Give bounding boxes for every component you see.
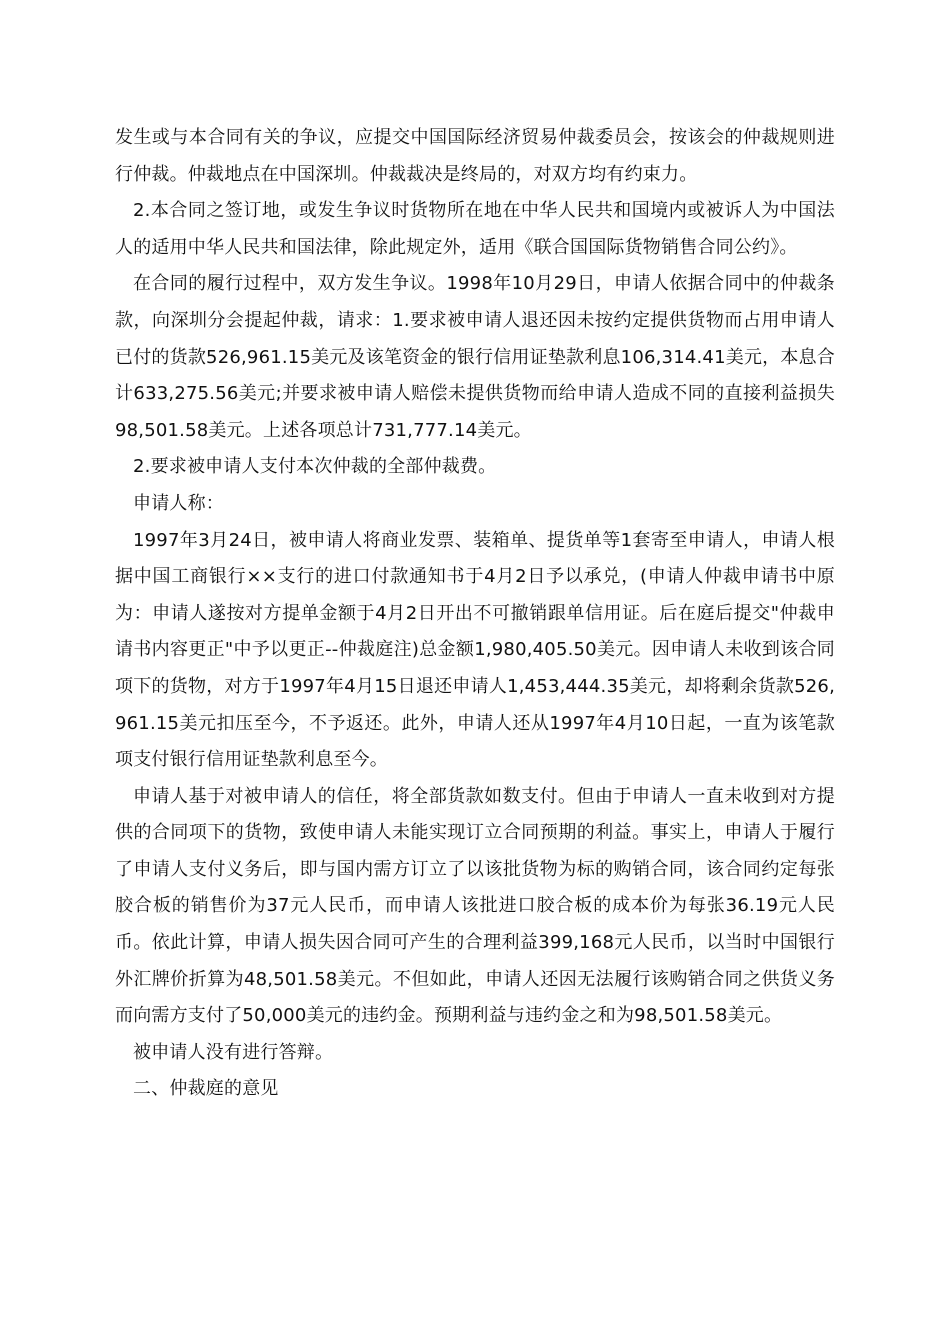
paragraph-no-defense: 被申请人没有进行答辩。 — [133, 1041, 334, 1063]
paragraph-continuation: 发生或与本合同有关的争议，应提交中国国际经济贸易仲裁委员会，按该会的仲裁规则进行仲裁。仲裁地点在中国深圳。仲裁裁决是终局的，对双方均有约束力。 — [115, 127, 835, 185]
document-body — [115, 120, 835, 1108]
paragraph-claim-2: 2.要求被申请人支付本次仲裁的全部仲裁费。 — [133, 456, 497, 478]
section-heading-tribunal-opinion: 二、仲裁庭的意见 — [133, 1078, 279, 1100]
paragraph-applicant-states: 申请人称： — [133, 492, 224, 514]
paragraph-dispute-claims: 在合同的履行过程中，双方发生争议。1998年10月29日，申请人依据合同中的仲裁条款，向深圳分会提起仲裁，请求：1.要求被申请人退还因未按约定提供货物而占用申请人已付的货款526,961.15美元及该笔资金的银行信用证垫款利息106,314.41美元，本息合计633,275.56美元;并要求被申请人赔偿未提供货物而给申请人造成不同的直接利益损失98,501.58美元。上述各项总计731,777.14美元。 — [115, 273, 835, 441]
paragraph-payment-history: 1997年3月24日，被申请人将商业发票、装箱单、提货单等1套寄至申请人，申请人根据中国工商银行××支行的进口付款通知书于4月2日予以承兑，(申请人仲裁申请书中原为：申请人遂按对方提单金额于4月2日开出不可撤销跟单信用证。后在庭后提交"仲裁申请书内容更正"中予以更正--仲裁庭注)总金额1,980,405.50美元。因申请人未收到该合同项下的货物，对方于1997年4月15日退还申请人1,453,444.35美元，却将剩余货款526,961.15美元扣压至今，不予返还。此外，申请人还从1997年4月10日起，一直为该笔款项支付银行信用证垫款利息至今。 — [115, 529, 835, 771]
paragraph-clause-2: 2.本合同之签订地，或发生争议时货物所在地在中华人民共和国境内或被诉人为中国法人的适用中华人民共和国法律，除此规定外，适用《联合国国际货物销售合同公约》。 — [115, 200, 835, 258]
paragraph-loss-of-profit: 申请人基于对被申请人的信任，将全部货款如数支付。但由于申请人一直未收到对方提供的合同项下的货物，致使申请人未能实现订立合同预期的利益。事实上，申请人于履行了申请人支付义务后，即与国内需方订立了以该批货物为标的购销合同，该合同约定每张胶合板的销售价为37元人民币，而申请人该批进口胶合板的成本价为每张36.19元人民币。依此计算，申请人损失因合同可产生的合理利益399,168元人民币，以当时中国银行外汇牌价折算为48,501.58美元。不但如此，申请人还因无法履行该购销合同之供货义务而向需方支付了50,000美元的违约金。预期利益与违约金之和为98,501.58美元。 — [115, 785, 835, 1027]
